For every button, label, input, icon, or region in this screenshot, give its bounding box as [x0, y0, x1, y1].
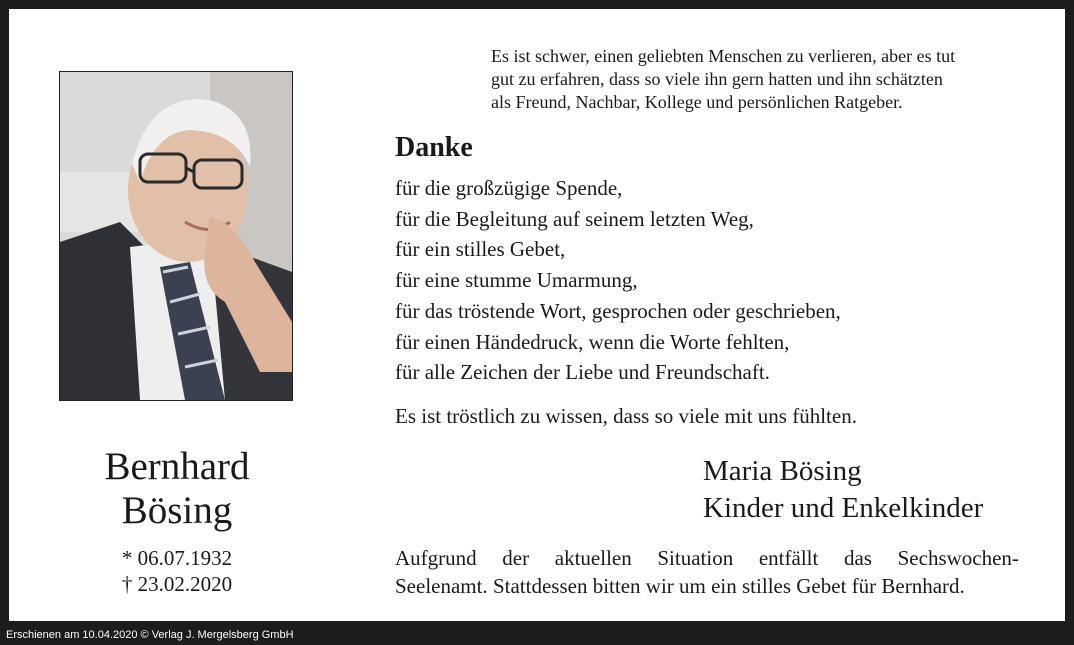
portrait-photo	[59, 71, 293, 401]
notice-word: aktuellen	[554, 546, 632, 570]
quote-line: als Freund, Nachbar, Kollege und persönlichen Ratgeber.	[491, 92, 903, 112]
notice-line-2: Seelenamt. Stattdessen bitten wir um ein stilles Gebet für Bernhard.	[395, 574, 965, 598]
thanks-list	[395, 173, 841, 388]
birth-date: * 06.07.1932	[121, 546, 233, 570]
thanks-line: für einen Händedruck, wenn die Worte fehlten,	[395, 329, 790, 354]
quote-line: Es ist schwer, einen geliebten Menschen zu verlieren, aber es tut	[491, 46, 956, 66]
signature-family: Kinder und Enkelkinder	[703, 492, 984, 524]
quote-line: gut zu erfahren, dass so viele ihn gern hatten und ihn schätzten	[491, 69, 943, 89]
thanks-heading: Danke	[395, 132, 473, 163]
publication-footer: Erschienen am 10.04.2020 © Verlag J. Mergelsberg GmbH	[6, 629, 294, 641]
signature-name: Maria Bösing	[703, 455, 862, 487]
notice-word: Situation	[657, 546, 734, 570]
thanks-line: für eine stumme Umarmung,	[395, 268, 638, 293]
notice-word: der	[502, 546, 530, 570]
notice-word: das	[843, 546, 872, 570]
obituary-card	[9, 9, 1065, 621]
thanks-line: für die Begleitung auf seinem letzten Weg,	[395, 206, 754, 231]
notice-line-1	[395, 544, 1019, 572]
thanks-line: für die großzügige Spende,	[395, 176, 623, 200]
deceased-last-name: Bösing	[121, 489, 233, 532]
thanks-line: für ein stilles Gebet,	[395, 237, 566, 262]
deceased-first-name: Bernhard	[104, 445, 250, 488]
thanks-line: für alle Zeichen der Liebe und Freundschaft.	[395, 360, 770, 385]
thanks-line: für das tröstende Wort, gesprochen oder geschrieben,	[395, 298, 841, 323]
portrait-image	[60, 72, 292, 400]
opening-quote	[491, 45, 1051, 114]
death-date: † 23.02.2020	[121, 572, 233, 596]
notice-word: Aufgrund	[395, 546, 477, 570]
notice-word: entfällt	[758, 546, 819, 570]
service-notice	[395, 544, 1019, 600]
closing-sentence: Es ist tröstlich zu wissen, dass so viele mit uns fühlten.	[395, 404, 857, 428]
notice-word: Sechswochen-	[897, 546, 1019, 570]
